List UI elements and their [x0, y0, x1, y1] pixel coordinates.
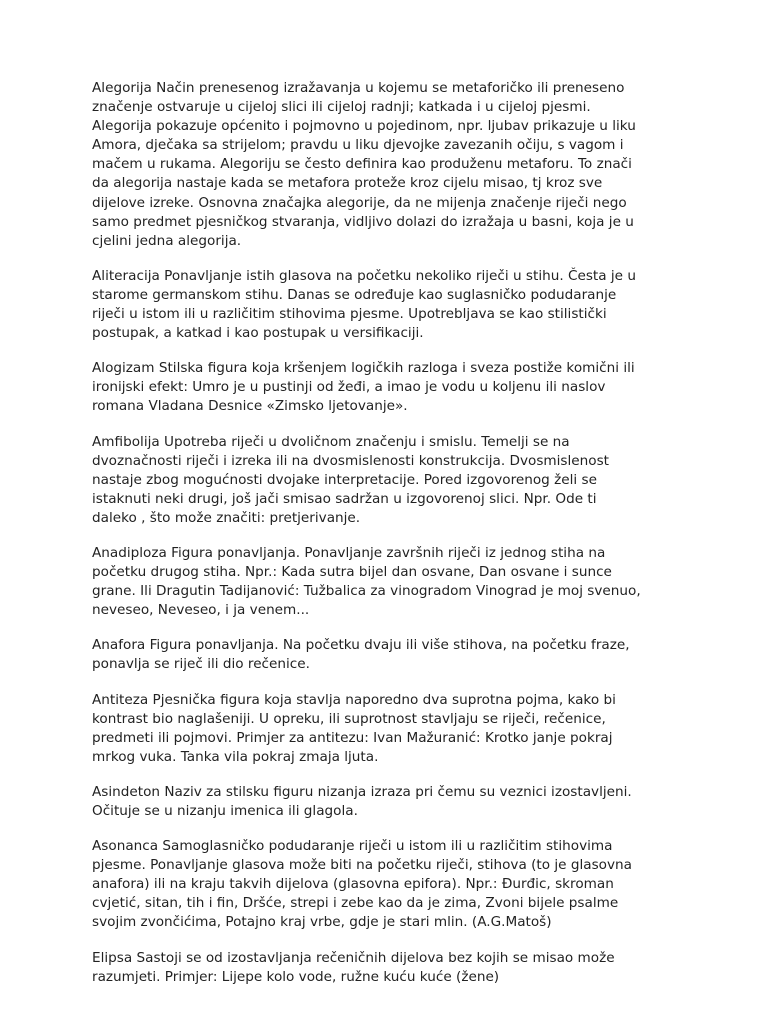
text-line: Aliteracija Ponavljanje istih glasova na početku nekoliko riječi u stihu. Česta je u: [92, 267, 636, 284]
text-line: Alegorija pokazuje općenito i pojmovno u pojedinom, npr. ljubav prikazuje u liku: [92, 118, 636, 135]
text-line: početku drugog stiha. Npr.: Kada sutra bijel dan osvane, Dan osvane i sunce: [92, 564, 612, 581]
text-line: razumjeti. Primjer: Lijepe kolo vode, ružne kuću kuće (žene): [92, 968, 500, 985]
text-line: neveseo, Neveseo, i ja venem...: [92, 602, 310, 619]
paragraph: [92, 433, 698, 528]
text-line: Asonanca Samoglasničko podudaranje riječi u istom ili u različitim stihovima: [92, 838, 613, 855]
text-line: daleko , što može značiti: pretjerivanje.: [92, 509, 361, 526]
text-line: Alegorija Način prenesenog izražavanja u kojemu se metaforičko ili preneseno: [92, 80, 625, 96]
paragraph: [92, 544, 698, 620]
paragraph: [92, 691, 698, 767]
paragraph: [92, 949, 698, 987]
text-line: istaknuti neki drugi, još jači smisao sadržan u izgovorenoj slici. Npr. Ode ti: [92, 490, 597, 507]
text-line: svojim zvončićima, Potajno kraj vrbe, gdje je stari mlin. (A.G.Matoš): [92, 914, 552, 931]
paragraph: [92, 267, 698, 343]
text-line: starome germanskom stihu. Danas se određuje kao suglasničko podudaranje: [92, 286, 617, 303]
text-line: anafora) ili na kraju takvih dijelova (glasovna epifora). Npr.: Đurđic, skroman: [92, 876, 614, 893]
text-line: samo predmet pjesničkog stvaranja, vidljivo dolazi do izražaja u basni, koja je u: [92, 213, 634, 230]
paragraph: [92, 783, 698, 821]
text-line: Alogizam Stilska figura koja kršenjem logičkih razloga i sveza postiže komični ili: [92, 360, 635, 377]
document-body: [92, 79, 698, 1003]
text-line: predmeti ili pojmovi. Primjer za antitezu: Ivan Mažuranić: Krotko janje pokraj: [92, 729, 613, 746]
text-line: ponavlja se riječ ili dio rečenice.: [92, 656, 310, 673]
text-line: ironijski efekt: Umro je u pustinji od žeđi, a imao je vodu u koljenu ili naslov: [92, 379, 606, 396]
text-line: značenje ostvaruje u cijeloj slici ili cijeloj radnji; katkada i u cijeloj pjesmi.: [92, 99, 591, 116]
text-line: Očituje se u nizanju imenica ili glagola.: [92, 803, 358, 819]
text-line: cvjetić, sitan, tih i fin, Dršće, strepi i zebe kao da je zima, Zvoni bijele psalme: [92, 895, 619, 912]
paragraph: [92, 359, 698, 416]
paragraph: [92, 79, 698, 251]
text-line: da alegorija nastaje kada se metafora proteže kroz cijelu misao, tj kroz sve: [92, 175, 603, 192]
text-line: grane. Ili Dragutin Tadijanović: Tužbalica za vinogradom Vinograd je moj svenuo,: [92, 583, 641, 600]
text-line: nastaje zbog mogućnosti dvojake interpretacije. Pored izgovorenog želi se: [92, 471, 597, 488]
text-line: riječi u istom ili u različitim stihovima pjesme. Upotrebljava se kao stilistički: [92, 306, 607, 323]
text-line: Asindeton Naziv za stilsku figuru nizanja izraza pri čemu su veznici izostavljeni.: [92, 783, 632, 800]
text-line: mrkog vuka. Tanka vila pokraj zmaja ljuta.: [92, 748, 379, 765]
text-line: mačem u rukama. Alegoriju se često definira kao produženu metaforu. To znači: [92, 156, 632, 173]
text-line: dvoznačnosti riječi i izreka ili na dvosmislenosti konstrukcija. Dvosmislenost: [92, 452, 609, 469]
text-line: Amora, dječaka sa strijelom; pravdu u liku djevojke zavezanih očiju, s vagom i: [92, 137, 624, 154]
text-line: Anadiploza Figura ponavljanja. Ponavljanje završnih riječi iz jednog stiha na: [92, 544, 606, 561]
text-line: dijelove izreke. Osnovna značajka alegorije, da ne mijenja značenje riječi nego: [92, 194, 627, 211]
text-line: kontrast bio naglašeniji. U opreku, ili suprotnost stavljaju se riječi, rečenice,: [92, 710, 606, 727]
paragraph: [92, 636, 698, 674]
text-line: postupak, a katkad i kao postupak u versifikaciji.: [92, 325, 424, 342]
text-line: pjesme. Ponavljanje glasova može biti na početku riječi, stihova (to je glasovna: [92, 857, 632, 874]
text-line: cjelini jedna alegorija.: [92, 232, 242, 249]
text-line: Amfibolija Upotreba riječi u dvoličnom značenju i smislu. Temelji se na: [92, 433, 570, 450]
paragraph: [92, 837, 698, 932]
text-line: romana Vladana Desnice «Zimsko ljetovanje».: [92, 398, 408, 415]
text-line: Elipsa Sastoji se od izostavljanja rečeničnih dijelova bez kojih se misao može: [92, 949, 615, 966]
text-line: Anafora Figura ponavljanja. Na početku dvaju ili više stihova, na početku fraze,: [92, 637, 630, 654]
text-line: Antiteza Pjesnička figura koja stavlja naporedno dva suprotna pojma, kako bi: [92, 691, 616, 708]
